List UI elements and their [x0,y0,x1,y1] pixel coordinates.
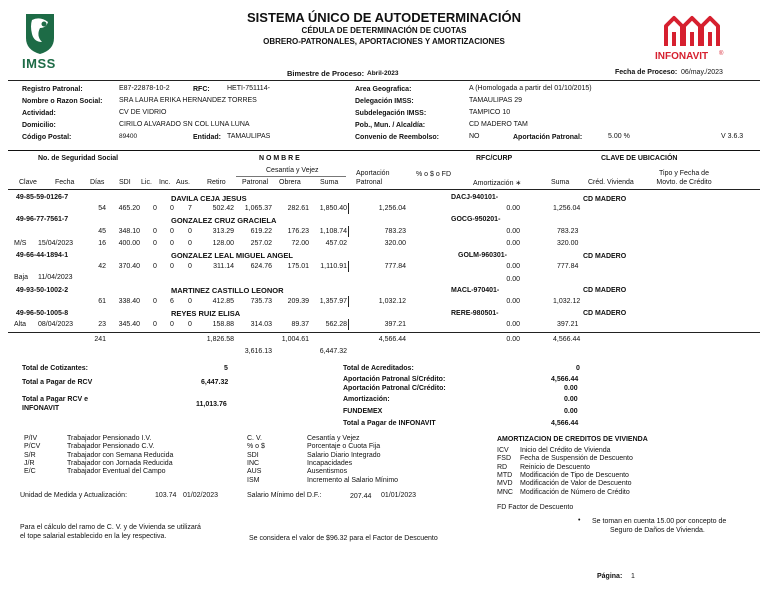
legend-value: Trabajador Eventual del Campo [67,468,166,476]
cp-label: Código Postal: [22,134,72,141]
row-dias: 61 [98,298,106,305]
legend-value: Trabajador Pensionado C.V. [67,443,155,451]
legend-value: Inicio del Crédito de Vivienda [520,447,611,454]
row-clave: M/S [14,240,27,247]
row-suma2: 1,032.12 [553,298,581,305]
th-cred-vivienda: Créd. Vivienda [588,179,634,186]
row-nss: 49-66-44-1894-1 [16,252,69,259]
rcv-inf-value: 11,013.76 [196,401,227,408]
legend-key: C. V. [247,435,262,442]
aportacion-label: Aportación Patronal: [513,134,583,141]
aportacion-value: 5.00 % [608,133,630,140]
th-retiro: Retiro [207,179,226,186]
asterisk-icon: ∗ [515,180,522,187]
legend-value: Incapacidades [307,459,353,467]
smdf-label: Salario Mínimo del D.F.: [247,492,322,499]
row-inc: 0 [170,263,174,270]
nombre-label: Nombre o Razon Social: [22,98,103,105]
bimestre-value: Abril-2023 [367,70,399,77]
row-rfc: GOLM-960301- [458,252,508,259]
legend-value: Incremento al Salario Mínimo [307,476,399,484]
row-suma: 457.02 [325,240,347,247]
rcv-value: 6,447.32 [201,379,229,386]
row-inc: 0 [170,228,174,235]
convenio-label: Convenio de Reembolso: [355,134,440,141]
row-aportacion: 783.23 [384,228,406,235]
uma-date: 01/02/2023 [183,492,219,499]
total-amortizacion: 0.00 [506,336,520,343]
row-nss: 49-93-50-1002-2 [16,287,69,294]
pagina-label: Página: [597,573,623,580]
th-aportacion-patronal [356,169,408,187]
row-aus: 0 [188,263,192,270]
row-rfc: RERE-980501- [451,310,499,317]
footer-note-1b: el tope salarial establecido en la ley respectiva. [20,533,167,540]
legend-value: Trabajador con Semana Reducida [67,451,174,459]
th-pct-fd: % o $ o FD [416,171,452,178]
th-clave: Clave [19,179,37,186]
row-ubicacion: CD MADERO [583,196,627,203]
legend-key: J/R [24,459,35,467]
cotizantes-value: 5 [224,365,228,372]
legend-key: MTD [497,471,513,479]
footer-note-1a: Para el cálculo del ramo de C. V. y de Vivienda se utilizará [20,524,201,531]
th-inc: Inc. [159,179,171,186]
ap-cc-label: Aportación Patronal C/Crédito: [343,385,446,392]
th-suma: Suma [320,179,339,186]
amort-value: 0.00 [564,396,578,403]
amort-legend-title: AMORTIZACION DE CREDITOS DE VIVIENDA [497,436,648,443]
footer-note-3a: Se toman en cuenta 15.00 por concepto de [592,518,727,525]
row-ubicacion: CD MADERO [583,310,627,317]
row-suma: 1,108.74 [319,228,347,235]
smdf-value: 207.44 [350,493,372,500]
legend-value: Trabajador Pensionado I.V. [67,435,152,442]
th-suma2: Suma [551,179,570,186]
fundemex-value: 0.00 [564,408,578,415]
registro-value: E87-22878-10-2 [119,85,170,92]
acreditados-value: 0 [576,365,580,372]
row-retiro: 502.42 [212,205,234,212]
legend-key: MVD [497,480,513,488]
row-aportacion: 397.21 [384,321,406,328]
pob-label: Pob., Mun. / Alcaldía: [355,122,426,129]
th-rfc: RFC/CURP [476,155,513,162]
total-suma2: 4,566.44 [553,336,581,343]
row-obrera: 209.39 [287,298,309,305]
row-retiro: 128.00 [212,240,234,247]
page-subtitle-2: OBRERO-PATRONALES, APORTACIONES Y AMORTIZACIONES [263,37,505,46]
rfc-value: HETI-751114- [227,85,270,92]
legend-value: Modificación de Número de Crédito [520,488,630,496]
row-clave: Baja [14,274,29,281]
th-patronal: Patronal [242,179,269,186]
row-separator [348,261,349,272]
row-nombre: REYES RUIZ ELISA [171,309,241,318]
rfc-label: RFC: [193,86,210,93]
row-amortizacion: 0.00 [506,205,520,212]
th-amortizacion [473,179,521,187]
version-label: V 3.6.3 [721,133,744,140]
bullet-icon: • [578,517,581,524]
row-ubicacion: CD MADERO [583,253,627,260]
row-nombre: GONZALEZ CRUZ GRACIELA [171,216,277,225]
th-cesantia-line [236,176,346,177]
row-nombre: DAVILA CEJA JESUS [171,194,247,203]
row-separator [348,226,349,237]
row-separator [348,203,349,214]
row-amortizacion: 0.00 [506,276,520,283]
row-retiro: 158.88 [212,321,234,328]
fd-legend: FD Factor de Descuento [497,504,574,511]
imss-logo-text: IMSS [22,56,56,71]
row-lic: 0 [153,228,157,235]
rcv-inf-label-2: INFONAVIT [22,405,60,412]
pob-value: CD MADERO TAM [469,121,528,128]
row-aus: 0 [188,240,192,247]
row-aportacion: 1,256.04 [378,205,406,212]
row-nombre: MARTINEZ CASTILLO LEONOR [171,286,284,295]
delegacion-value: TAMAULIPAS 29 [469,97,523,104]
th-amortizacion-text: Amortización [473,180,514,187]
row-inc: 0 [170,321,174,328]
row-patronal: 314.03 [250,321,272,328]
subdelegacion-value: TAMPICO 10 [469,109,511,116]
row-obrera: 175.01 [287,263,309,270]
fecha-proceso-value: 06/may./2023 [681,69,723,76]
legend-key: P/CV [24,443,41,451]
header-divider [8,80,760,81]
th-dias: Días [90,179,105,186]
legend-value: Trabajador con Jornada Reducida [67,459,173,467]
row-amortizacion: 0.00 [506,298,520,305]
uma-label: Unidad de Medida y Actualización: [20,492,128,499]
row-lic: 0 [153,298,157,305]
row-amortizacion: 0.00 [506,321,520,328]
row-amortizacion: 0.00 [506,228,520,235]
row-dias: 16 [98,240,106,247]
rcv-inf-label-1: Total a Pagar RCV e [22,396,89,403]
total-obrera: 1,004.61 [281,336,309,343]
legend-value: Modificación de Valor de Descuento [520,480,632,488]
area-value: A (Homologada a partir del 01/10/2015) [469,85,592,92]
row-fecha: 08/04/2023 [38,321,74,328]
row-nss: 49-96-77-7561-7 [16,216,69,223]
infonavit-houses-icon [664,12,720,50]
legend-key: S/R [24,451,36,459]
legend-value: Reinicio de Descuento [520,463,591,471]
legend-key: ISM [247,476,260,484]
rcv-label: Total a Pagar de RCV [22,379,93,386]
row-aus: 0 [188,321,192,328]
fecha-proceso-label: Fecha de Proceso: [615,69,678,76]
row-aus: 0 [188,228,192,235]
legend-key: RD [497,463,508,471]
row-obrera: 89.37 [291,321,309,328]
total-patronal: 3,616.13 [244,348,272,355]
smdf-date: 01/01/2023 [381,492,417,499]
row-patronal: 619.22 [250,228,272,235]
row-aus: 7 [188,205,192,212]
th-aus: Aus. [176,179,191,186]
row-suma: 562.28 [325,321,347,328]
legend-value: Salario Diario Integrado [307,451,381,459]
row-clave: Alta [14,321,27,328]
th-fecha: Fecha [55,179,75,186]
legend-key: MNC [497,488,513,496]
legend-key: % o $ [247,443,265,451]
amort-label: Amortización: [343,396,390,403]
infonavit-logo [655,12,735,64]
total-dias: 241 [94,336,106,343]
uma-value: 103.74 [155,492,177,499]
th-tipo-fecha-text: Tipo y Fecha de Movto. de Crédito [656,170,712,186]
legend-value: Porcentaje o Cuota Fija [307,443,381,451]
row-retiro: 313.29 [212,228,234,235]
row-sdi: 348.10 [118,228,140,235]
row-amortizacion: 0.00 [506,263,520,270]
delegacion-label: Delegación IMSS: [355,98,414,105]
row-obrera: 282.61 [287,205,309,212]
table-top-divider [8,150,760,151]
totals-divider [8,332,760,333]
entidad-label: Entidad: [193,134,221,141]
row-retiro: 311.14 [213,263,234,270]
row-dias: 42 [98,263,106,270]
entidad-value: TAMAULIPAS [227,133,271,140]
bimestre-label: Bimestre de Proceso: [287,69,365,78]
row-suma: 1,110.91 [320,263,347,270]
row-suma2: 777.84 [557,263,579,270]
row-fecha: 11/04/2023 [38,274,73,281]
footer-note-3b: Seguro de Daños de Vivienda. [610,527,705,534]
legend-key: AUS [247,468,262,476]
registro-label: Registro Patronal: [22,86,83,93]
domicilio-value: CIRILO ALVARADO SN COL LUNA LUNA [119,121,250,128]
th-lic: Lic. [141,179,152,186]
row-patronal: 1,065.37 [244,205,272,212]
row-sdi: 338.40 [118,298,140,305]
domicilio-label: Domicilio: [22,122,56,129]
total-suma: 6,447.32 [319,348,347,355]
row-separator [348,296,349,307]
fundemex-label: FUNDEMEX [343,408,383,415]
row-sdi: 370.40 [118,263,140,270]
row-sdi: 400.00 [118,240,140,247]
footer-note-2: Se considera el valor de $96.32 para el Factor de Descuento [249,535,438,542]
row-nombre: GONZALEZ LEAL MIGUEL ANGEL [171,251,293,260]
row-sdi: 465.20 [118,205,140,212]
row-patronal: 624.76 [250,263,272,270]
row-inc: 0 [170,240,174,247]
legend-value: Ausentismos [307,468,348,476]
row-suma: 1,357.97 [319,298,347,305]
row-inc: 0 [170,205,174,212]
row-dias: 45 [98,228,106,235]
row-dias: 23 [98,321,106,328]
total-aportacion: 4,566.44 [378,336,406,343]
row-lic: 0 [153,321,157,328]
area-label: Area Geografica: [355,86,412,93]
ap-sc-label: Aportación Patronal S/Crédito: [343,376,446,383]
convenio-value: NO [469,133,480,140]
legend-value: Cesantía y Vejez [307,435,360,442]
row-nss: 49-85-59-0126-7 [16,194,69,201]
row-suma2: 783.23 [557,228,579,235]
row-suma2: 320.00 [557,240,579,247]
legend-key: ICV [497,447,509,454]
legend-key: SDI [247,451,259,459]
inf-value: 4,566.44 [551,420,579,427]
th-cesantia: Cesantía y Vejez [266,167,319,174]
row-lic: 0 [153,205,157,212]
subdelegacion-label: Subdelegación IMSS: [355,110,427,117]
row-retiro: 412.85 [212,298,234,305]
row-sdi: 345.40 [118,321,140,328]
legend-key: E/C [24,468,36,476]
row-dias: 54 [98,205,106,212]
legend-value: Fecha de Suspensión de Descuento [520,455,633,463]
row-aportacion: 1,032.12 [378,298,406,305]
row-ubicacion: CD MADERO [583,287,627,294]
row-aportacion: 320.00 [384,240,406,247]
row-inc: 6 [170,298,174,305]
inf-label: Total a Pagar de INFONAVIT [343,420,436,427]
row-obrera: 176.23 [287,228,309,235]
row-suma2: 397.21 [557,321,579,328]
row-patronal: 735.73 [250,298,272,305]
acreditados-label: Total de Acreditados: [343,365,414,372]
total-retiro: 1,826.58 [206,336,234,343]
nombre-value: SRA LAURA ERIKA HERNANDEZ TORRES [119,97,257,104]
row-fecha: 15/04/2023 [38,240,74,247]
row-lic: 0 [153,240,157,247]
legend-value: Modificación de Tipo de Descuento [520,471,629,479]
ap-cc-value: 0.00 [564,385,578,392]
row-rfc: MACL-970401- [451,287,500,294]
row-nss: 49-96-50-1005-8 [16,310,69,317]
th-nombre: N O M B R E [259,155,300,162]
row-separator [348,319,349,330]
row-obrera: 72.00 [291,240,309,247]
th-aportacion-patronal-text: Aportación Patronal [356,170,390,186]
imss-logo [22,12,58,72]
th-tipo-fecha [651,169,717,187]
infonavit-logo-text: INFONAVIT [655,51,709,62]
cp-value: 89400 [119,133,138,140]
imss-emblem-icon [22,12,58,56]
th-obrera: Obrera [279,179,301,186]
page-subtitle-1: CÉDULA DE DETERMINACIÓN DE CUOTAS [301,26,467,35]
legend-key: P/IV [24,435,38,442]
row-rfc: GOCG-950201- [451,216,501,223]
row-suma2: 1,256.04 [553,205,581,212]
actividad-label: Actividad: [22,110,56,117]
th-sdi: SDI [119,179,131,186]
legend-key: INC [247,459,260,467]
row-aus: 0 [188,298,192,305]
table-header-divider [8,189,760,190]
cotizantes-label: Total de Cotizantes: [22,365,88,372]
row-amortizacion: 0.00 [506,240,520,247]
row-patronal: 257.02 [250,240,272,247]
row-rfc: DACJ-940101- [451,194,499,201]
row-lic: 0 [153,263,157,270]
actividad-value: CV DE VIDRIO [119,109,167,116]
page-title: SISTEMA ÚNICO DE AUTODETERMINACIÓN [247,10,521,25]
th-nss: No. de Seguridad Social [38,155,119,162]
th-clave-ubicacion: CLAVE DE UBICACIÓN [601,155,678,162]
infonavit-registered-mark: ® [719,51,724,57]
pagina-value: 1 [631,573,635,580]
row-aportacion: 777.84 [384,263,406,270]
ap-sc-value: 4,566.44 [551,376,579,383]
row-suma: 1,850.40 [319,205,347,212]
legend-key: FSD [497,455,511,463]
